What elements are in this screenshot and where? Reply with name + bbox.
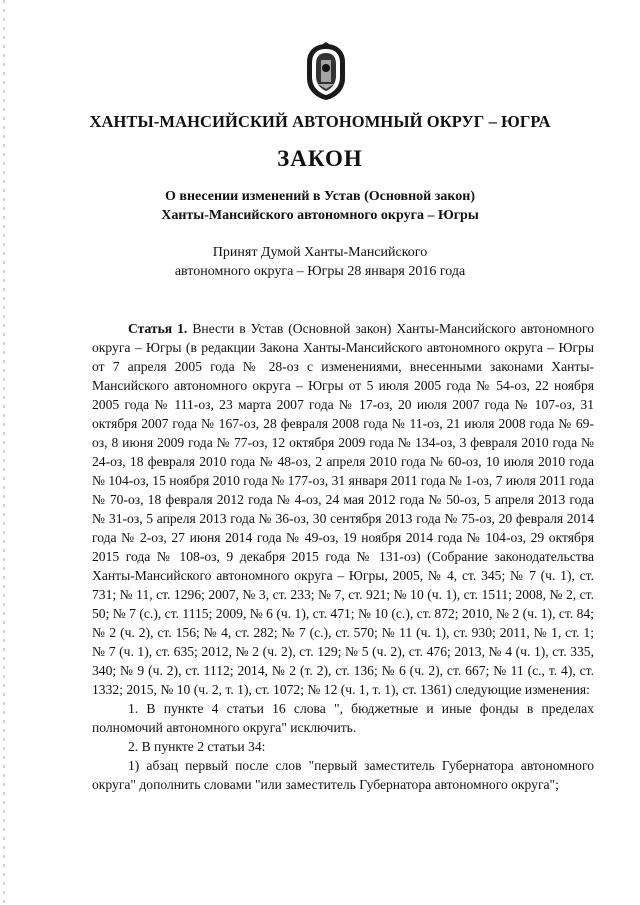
scan-edge [3,0,5,905]
document-type: ЗАКОН [277,146,363,171]
amendment-item-1: 1. В пункте 4 статьи 16 слова ", бюджетные и иные фонды в пределах полномочий автономного округа" исключить. [92,701,594,735]
law-body [92,319,594,794]
article-label: Статья 1. [128,321,188,336]
law-subject-line-2: Ханты-Мансийского автономного округа – Югры [161,207,479,223]
adoption-line-2: автономного округа – Югры 28 января 2016 года [174,263,466,279]
article-1-paragraph [92,319,594,699]
adoption-note [0,244,640,281]
article-text: Внести в Устав (Основной закон) Ханты-Мансийского автономного округа – Югры (в редакции Закона Ханты-Мансийского автономного округа – Югры от 7 апреля 2005 года № 28-оз с изменениями, внесенными законами Ханты-Мансийского автономного округа – Югры от 5 июля 2005 года № 54-оз, 22 ноября 2005 года № 111-оз, 23 марта 2007 года № 17-оз, 20 июля 2007 года № 107-оз, 31 октября 2007 года № 167-оз, 28 февраля 2008 года № 11-оз, 21 июля 2008 года № 69-оз, 8 июня 2009 года № 77-оз, 12 октября 2009 года № 134-оз, 3 февраля 2010 года № 24-оз, 18 февраля 2010 года № 48-оз, 2 апреля 2010 года № 60-оз, 10 июля 2010 года № 104-оз, 15 ноября 2010 года № 177-оз, 31 января 2011 года № 1-оз, 7 июля 2011 года № 70-оз, 18 февраля 2012 года № 4-оз, 24 мая 2012 года № 50-оз, 5 апреля 2013 года № 31-оз, 5 апреля 2013 года № 36-оз, 30 сентября 2013 года № 75-оз, 20 февраля 2014 года № 2-оз, 27 июня 2014 года № 49-оз, 19 ноября 2014 года № 104-оз, 29 октября 2015 года № 108-оз, 9 декабря 2015 года № 131-оз) (Собрание законодательства Ханты-Мансийского автономного округа – Югры, 2005, № 4, ст. 345; № 7 (ч. 1), ст. 731; № 11, ст. 1296; 2007, № 3, ст. 233; № 7, ст. 921; № 10 (ч. 1), ст. 1511; 2008, № 2, ст. 50; № 7 (с.), ст. 1115; 2009, № 6 (ч. 1), ст. 471; № 10 (с.), ст. 872; 2010, № 2 (ч. 1), ст. 84; № 2 (ч. 2), ст. 156; № 4, ст. 282; № 7 (с.), ст. 570; № 11 (ч. 1), ст. 930; 2011, № 1, ст. 1; № 7 (ч. 1), ст. 635; 2012, № 2 (ч. 2), ст. 129; № 5 (ч. 2), ст. 476; 2013, № 4 (ч. 1), ст. 335, 340; № 9 (ч. 2), ст. 1112; 2014, № 2 (т. 2), ст. 136; № 6 (ч. 2), ст. 667; № 11 (с., т. 4), ст. 1332; 2015, № 10 (ч. 2, т. 1), ст. 1072; № 12 (ч. 1, т. 1), ст. 1361) следующие изменения: [92,321,594,697]
coat-of-arms-icon [301,42,351,102]
region-title: ХАНТЫ-МАНСИЙСКИЙ АВТОНОМНЫЙ ОКРУГ – ЮГРА [89,112,551,131]
adoption-line-1: Принят Думой Ханты-Мансийского [212,245,428,260]
law-subject [0,188,640,225]
amendment-item-2-sub-1: 1) абзац первый после слов "первый заместитель Губернатора автономного округа" дополнить словами "или заместитель Губернатора автономного округа"; [92,758,594,792]
amendment-item-2: 2. В пункте 2 статьи 34: [128,739,266,754]
law-subject-line-1: О внесении изменений в Устав (Основной закон) [165,189,475,204]
